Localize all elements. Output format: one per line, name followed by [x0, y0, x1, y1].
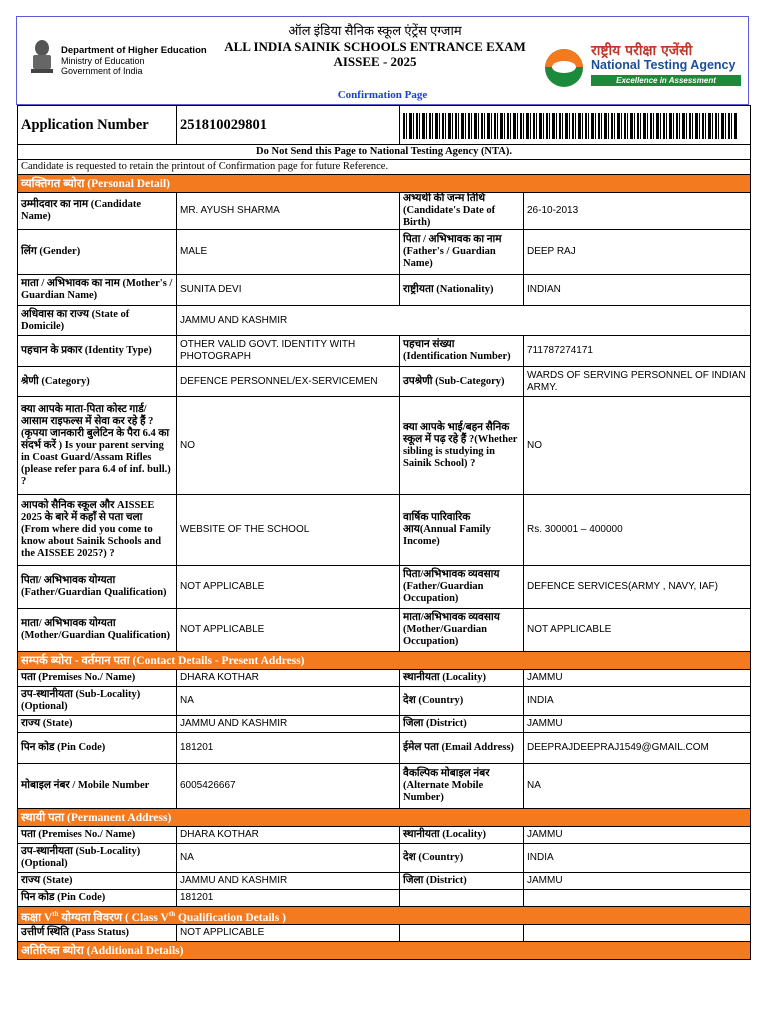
department-block: [61, 45, 207, 76]
mother-qualification-value: NOT APPLICABLE: [177, 609, 400, 652]
father-name-label: पिता / अभिभावक का नाम (Father's / Guardian Name): [400, 230, 524, 275]
present-state-value: JAMMU AND KASHMIR: [177, 716, 400, 733]
coast-guard-question-value: NO: [177, 397, 400, 495]
candidate-name-value: MR. AYUSH SHARMA: [177, 193, 400, 230]
dept-name: Department of Higher Education: [61, 45, 207, 56]
permanent-pin-label: पिन कोड (Pin Code): [18, 890, 177, 907]
identity-type-label: पहचान के प्रकार (Identity Type): [18, 336, 177, 367]
present-premises-label: पता (Premises No./ Name): [18, 670, 177, 687]
confirmation-table: [17, 105, 751, 960]
table-row: [18, 844, 751, 873]
table-row: [18, 873, 751, 890]
domicile-value: JAMMU AND KASHMIR: [177, 306, 751, 336]
sibling-question-label: क्या आपके भाई/बहन सैनिक स्कूल में पढ़ रहे हैं ?(Whether sibling is studying in Sainik School) ?: [400, 397, 524, 495]
identity-type-value: OTHER VALID GOVT. IDENTITY WITH PHOTOGRAPH: [177, 336, 400, 367]
father-qualification-label: पिता/ अभिभावक योग्यता (Father/Guardian Qualification): [18, 566, 177, 609]
email-label: ईमेल पता (Email Address): [400, 733, 524, 764]
present-address-section-title: सम्पर्क ब्योरा - वर्तमान पता (Contact Details - Present Address): [18, 652, 751, 670]
table-row: [18, 397, 751, 495]
table-row: [18, 275, 751, 306]
table-row: [18, 890, 751, 907]
table-row: [18, 609, 751, 652]
sibling-question-value: NO: [524, 397, 751, 495]
section-header: [18, 907, 751, 925]
table-row: [18, 716, 751, 733]
table-row: [18, 306, 751, 336]
permanent-country-label: देश (Country): [400, 844, 524, 873]
table-row: [18, 230, 751, 275]
empty-cell: [400, 925, 524, 942]
alternate-mobile-value: NA: [524, 764, 751, 809]
present-country-label: देश (Country): [400, 687, 524, 716]
domicile-label: अधिवास का राज्य (State of Domicile): [18, 306, 177, 336]
present-premises-value: DHARA KOTHAR: [177, 670, 400, 687]
nationality-label: राष्ट्रीयता (Nationality): [400, 275, 524, 306]
sub-category-label: उपश्रेणी (Sub-Category): [400, 367, 524, 397]
alternate-mobile-label: वैकल्पिक मोबाइल नंबर (Alternate Mobile Number): [400, 764, 524, 809]
table-row: [18, 733, 751, 764]
retain-notice: Candidate is requested to retain the printout of Confirmation page for future Reference.: [18, 160, 751, 175]
table-row: [18, 495, 751, 566]
identification-number-label: पहचान संख्या (Identification Number): [400, 336, 524, 367]
nta-name-hindi: राष्ट्रीय परीक्षा एजेंसी: [591, 43, 693, 59]
permanent-premises-value: DHARA KOTHAR: [177, 827, 400, 844]
source-question-value: WEBSITE OF THE SCHOOL: [177, 495, 400, 566]
permanent-pin-value: 181201: [177, 890, 400, 907]
notice-row: [18, 145, 751, 160]
confirmation-page-title: Confirmation Page: [337, 89, 428, 101]
exam-title-sub: AISSEE - 2025: [333, 54, 417, 69]
present-sub-locality-value: NA: [177, 687, 400, 716]
table-row: [18, 827, 751, 844]
permanent-address-section-title: स्थायी पता (Permanent Address): [18, 809, 751, 827]
nationality-value: INDIAN: [524, 275, 751, 306]
exam-title-english: ALL INDIA SAINIK SCHOOLS ENTRANCE EXAM: [224, 39, 526, 54]
father-qualification-value: NOT APPLICABLE: [177, 566, 400, 609]
empty-cell: [524, 925, 751, 942]
table-row: [18, 764, 751, 809]
permanent-state-value: JAMMU AND KASHMIR: [177, 873, 400, 890]
do-not-send-notice: Do Not Send this Page to National Testing Agency (NTA).: [18, 145, 751, 160]
nta-logo: [545, 41, 745, 89]
present-district-label: जिला (District): [400, 716, 524, 733]
notice-row: [18, 160, 751, 175]
ministry-name: Ministry of Education: [61, 56, 145, 66]
pass-status-label: उत्तीर्ण स्थिति (Pass Status): [18, 925, 177, 942]
gender-value: MALE: [177, 230, 400, 275]
personal-section-title: व्यक्तिगत ब्योरा (Personal Detail): [18, 175, 751, 193]
email-value: DEEPRAJDEEPRAJ1549@GMAIL.COM: [524, 733, 751, 764]
class5-section-title: [18, 907, 751, 925]
dob-label: अभ्यर्थी की जन्म तिथि (Candidate's Date of Birth): [400, 193, 524, 230]
government-name: Government of India: [61, 66, 143, 76]
present-pin-label: पिन कोड (Pin Code): [18, 733, 177, 764]
mobile-value: 6005426667: [177, 764, 400, 809]
permanent-premises-label: पता (Premises No./ Name): [18, 827, 177, 844]
permanent-state-label: राज्य (State): [18, 873, 177, 890]
category-label: श्रेणी (Category): [18, 367, 177, 397]
mother-name-label: माता / अभिभावक का नाम (Mother's / Guardian Name): [18, 275, 177, 306]
mother-name-value: SUNITA DEVI: [177, 275, 400, 306]
permanent-district-value: JAMMU: [524, 873, 751, 890]
section-header: [18, 942, 751, 960]
national-emblem-icon: [29, 39, 55, 77]
present-sub-locality-label: उप-स्थानीयता (Sub-Locality)(Optional): [18, 687, 177, 716]
barcode-icon: [403, 113, 738, 139]
table-row: [18, 566, 751, 609]
present-locality-label: स्थानीयता (Locality): [400, 670, 524, 687]
coast-guard-question-label: क्या आपके माता-पिता कोस्ट गार्ड/आसाम राइफल्स में सेवा कर रहे हैं ? (कृपया जानकारी बुलेटिन के पैरा 6.4 का संदर्भ करें ) Is your parent serving in Coast Guard/Assam Rifles (please refer para 6.4 of inf. bull.) ?: [18, 397, 177, 495]
application-row: [18, 106, 751, 145]
mobile-label: मोबाइल नंबर / Mobile Number: [18, 764, 177, 809]
present-locality-value: JAMMU: [524, 670, 751, 687]
sub-category-value: WARDS OF SERVING PERSONNEL OF INDIAN ARMY.: [524, 367, 751, 397]
section-header: [18, 175, 751, 193]
mother-occupation-label: माता/अभिभावक व्यवसाय (Mother/Guardian Occupation): [400, 609, 524, 652]
section-header: [18, 809, 751, 827]
table-row: [18, 367, 751, 397]
application-number-label: Application Number: [18, 106, 177, 145]
table-row: [18, 193, 751, 230]
class5-title-sup: th: [52, 909, 59, 918]
father-occupation-label: पिता/अभिभावक व्यवसाय (Father/Guardian Occupation): [400, 566, 524, 609]
mother-qualification-label: माता/ अभिभावक योग्यता (Mother/Guardian Qualification): [18, 609, 177, 652]
present-pin-value: 181201: [177, 733, 400, 764]
pass-status-value: NOT APPLICABLE: [177, 925, 400, 942]
empty-cell: [400, 890, 524, 907]
permanent-district-label: जिला (District): [400, 873, 524, 890]
nta-name-english: National Testing Agency: [591, 58, 736, 72]
permanent-sub-locality-value: NA: [177, 844, 400, 873]
class5-title-part: कक्षा V: [21, 911, 53, 924]
table-row: [18, 670, 751, 687]
barcode-cell: [400, 106, 751, 145]
permanent-locality-label: स्थानीयता (Locality): [400, 827, 524, 844]
table-row: [18, 687, 751, 716]
permanent-country-value: INDIA: [524, 844, 751, 873]
permanent-locality-value: JAMMU: [524, 827, 751, 844]
application-number-value: 251810029801: [177, 106, 400, 145]
additional-section-title: अतिरिक्त ब्योरा (Additional Details): [18, 942, 751, 960]
candidate-name-label: उम्मीदवार का नाम (Candidate Name): [18, 193, 177, 230]
section-header: [18, 652, 751, 670]
father-name-value: DEEP RAJ: [524, 230, 751, 275]
permanent-sub-locality-label: उप-स्थानीयता (Sub-Locality)(Optional): [18, 844, 177, 873]
category-value: DEFENCE PERSONNEL/EX-SERVICEMEN: [177, 367, 400, 397]
father-occupation-value: DEFENCE SERVICES(ARMY , NAVY, IAF): [524, 566, 751, 609]
nta-tagline: Excellence in Assessment: [591, 75, 741, 86]
identification-number-value: 711787274171: [524, 336, 751, 367]
table-row: [18, 925, 751, 942]
dob-value: 26-10-2013: [524, 193, 751, 230]
table-row: [18, 336, 751, 367]
page-header: [16, 16, 749, 105]
class5-title-sup: th: [168, 909, 176, 918]
present-country-value: INDIA: [524, 687, 751, 716]
class5-title-part: योग्यता विवरण ( Class V: [58, 911, 169, 924]
exam-title: [205, 23, 545, 69]
empty-cell: [524, 890, 751, 907]
mother-occupation-value: NOT APPLICABLE: [524, 609, 751, 652]
annual-income-value: Rs. 300001 – 400000: [524, 495, 751, 566]
exam-title-hindi: ऑल इंडिया सैनिक स्कूल एंट्रेंस एग्जाम: [288, 23, 462, 38]
present-state-label: राज्य (State): [18, 716, 177, 733]
nta-logo-icon: [545, 49, 583, 87]
gender-label: लिंग (Gender): [18, 230, 177, 275]
present-district-value: JAMMU: [524, 716, 751, 733]
annual-income-label: वार्षिक पारिवारिक आय(Annual Family Income): [400, 495, 524, 566]
class5-title-part: Qualification Details ): [175, 911, 286, 924]
source-question-label: आपको सैनिक स्कूल और AISSEE 2025 के बारे में कहाँ से पता चला (From where did you come to know about Sainik Schools and the AISSEE 2025?) ?: [18, 495, 177, 566]
